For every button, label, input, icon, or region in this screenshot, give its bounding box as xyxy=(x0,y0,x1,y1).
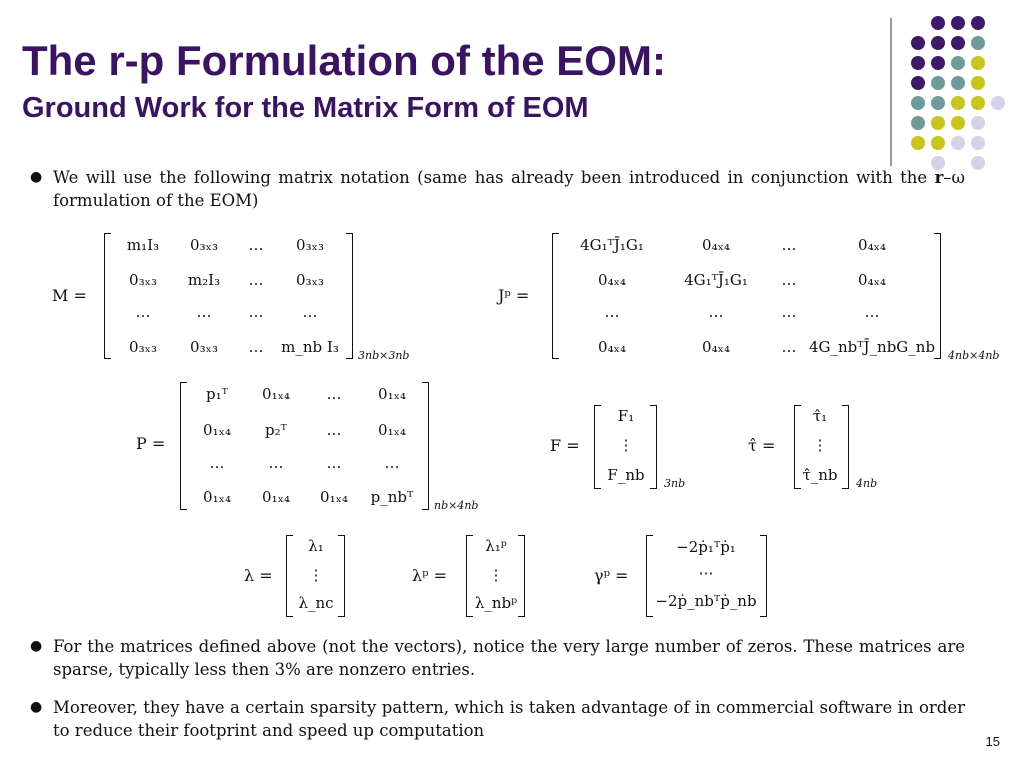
decorative-dot xyxy=(911,36,925,50)
right-bracket xyxy=(842,405,849,489)
bullet-item xyxy=(30,166,965,212)
matrix-cell: … xyxy=(326,454,342,472)
matrix-cell: 0₁ₓ₄ xyxy=(262,488,290,506)
vector-lhs: γᵖ = xyxy=(594,566,629,585)
matrix-cell: 4G₁ᵀJ̄₁G₁ xyxy=(684,271,748,289)
vector-cell: −2ṗ_nbᵀṗ_nb xyxy=(655,592,757,610)
matrix-cell: … xyxy=(209,454,225,472)
left-bracket xyxy=(594,405,601,489)
vector-lhs: λᵖ = xyxy=(412,566,448,585)
matrix-lhs: P = xyxy=(136,434,166,453)
matrix-cell: … xyxy=(781,236,797,254)
decorative-dot xyxy=(911,76,925,90)
matrix-cell: 0₁ₓ₄ xyxy=(320,488,348,506)
matrix-cell: … xyxy=(248,271,264,289)
vector-cell: λ_nbᵖ xyxy=(474,594,518,612)
decorative-dot xyxy=(951,116,965,130)
vector-size: 3nb xyxy=(664,477,686,490)
matrix-cell: p_nbᵀ xyxy=(370,488,414,506)
bullet-icon: ● xyxy=(30,699,43,715)
decorative-dot xyxy=(911,116,925,130)
matrix-cell: … xyxy=(196,303,212,321)
decorative-dot xyxy=(971,136,985,150)
matrix-cell: 0₃ₓ₃ xyxy=(129,338,157,356)
decorative-dot xyxy=(911,56,925,70)
decorative-dot xyxy=(931,136,945,150)
matrix-cell: … xyxy=(604,303,620,321)
matrix-cell: 0₁ₓ₄ xyxy=(203,421,231,439)
decorative-dot xyxy=(931,56,945,70)
bullet-text: –ω formulation of the EOM) xyxy=(53,168,965,210)
matrix-lhs: M = xyxy=(52,286,87,305)
left-bracket xyxy=(104,233,111,359)
right-bracket xyxy=(518,535,525,617)
vector-cell: τ̂₁ xyxy=(812,407,828,425)
vector-cell: ⋮ xyxy=(488,566,504,584)
decorative-dot xyxy=(931,76,945,90)
left-bracket xyxy=(552,233,559,359)
bullet-text: For the matrices defined above (not the vectors), notice the very large number of zeros. These matrices are sparse, typically less then 3% are nonzero entries. xyxy=(53,637,965,679)
vector-lhs: λ = xyxy=(244,566,273,585)
matrix-cell: 0₃ₓ₃ xyxy=(190,338,218,356)
bullet-icon: ● xyxy=(30,638,43,654)
slide-subtitle: Ground Work for the Matrix Form of EOM xyxy=(22,92,589,124)
decorative-dot xyxy=(931,16,945,30)
matrix-cell: m₁I₃ xyxy=(126,236,160,254)
bullet-item xyxy=(30,696,965,742)
matrix-cell: … xyxy=(326,421,342,439)
decorative-dot xyxy=(971,156,985,170)
matrix-cell: … xyxy=(384,454,400,472)
bullet-text: We will use the following matrix notation (same has already been introduced in conjunction with the xyxy=(53,168,935,187)
matrix-cell: … xyxy=(268,454,284,472)
vector-cell: ⋮ xyxy=(618,436,634,454)
decorative-dot xyxy=(951,136,965,150)
right-bracket xyxy=(760,535,767,617)
matrix-cell: m_nb I₃ xyxy=(281,338,339,356)
matrix-cell: p₂ᵀ xyxy=(265,421,287,439)
matrix-cell: 0₁ₓ₄ xyxy=(203,488,231,506)
matrix-cell: … xyxy=(302,303,318,321)
matrix-cell: 0₁ₓ₄ xyxy=(378,385,406,403)
decorative-dot xyxy=(951,76,965,90)
vector-lhs: τ̂ = xyxy=(748,436,776,455)
matrix-cell: 0₄ₓ₄ xyxy=(702,338,730,356)
matrix-cell: m₂I₃ xyxy=(187,271,221,289)
matrix-cell: … xyxy=(781,271,797,289)
matrix-cell: … xyxy=(781,338,797,356)
left-bracket xyxy=(794,405,801,489)
vector-cell: F_nb xyxy=(607,466,645,484)
matrix-cell: … xyxy=(864,303,880,321)
bullet-item xyxy=(30,635,965,681)
matrix-cell: … xyxy=(781,303,797,321)
matrix-cell: 0₁ₓ₄ xyxy=(378,421,406,439)
right-bracket xyxy=(346,233,353,359)
vector-size: 4nb xyxy=(856,477,878,490)
matrix-cell: 0₄ₓ₄ xyxy=(702,236,730,254)
matrix-size: 3nb×3nb xyxy=(358,349,410,362)
matrix-cell: 0₄ₓ₄ xyxy=(598,271,626,289)
vector-cell: λ₁ᵖ xyxy=(485,537,507,555)
decorative-dot xyxy=(951,36,965,50)
vector-cell: ⋮ xyxy=(308,566,324,584)
decorative-dot xyxy=(911,96,925,110)
matrix-cell: 0₃ₓ₃ xyxy=(190,236,218,254)
decorative-dot xyxy=(951,96,965,110)
decorative-dot xyxy=(971,76,985,90)
decorative-dot xyxy=(951,16,965,30)
decorative-dot xyxy=(971,16,985,30)
left-bracket xyxy=(180,382,187,510)
vector-cell: λ_nc xyxy=(298,594,334,612)
decorative-dot xyxy=(931,36,945,50)
vector-cell: −2ṗ₁ᵀṗ₁ xyxy=(676,538,736,556)
left-bracket xyxy=(646,535,653,617)
slide-title: The r-p Formulation of the EOM: xyxy=(22,37,666,84)
vector-cell: τ̂_nb xyxy=(802,466,838,484)
vector-cell: F₁ xyxy=(617,407,635,425)
matrix-cell: 4G₁ᵀJ̄₁G₁ xyxy=(580,236,644,254)
vector-cell: ⋮ xyxy=(812,436,828,454)
decorative-dot xyxy=(931,116,945,130)
decorative-dot xyxy=(971,36,985,50)
vector-lhs: F = xyxy=(550,436,580,455)
matrix-cell: … xyxy=(135,303,151,321)
matrix-size: nb×4nb xyxy=(434,499,479,512)
decorative-dot xyxy=(911,136,925,150)
vector-cell: λ₁ xyxy=(308,537,324,555)
matrix-cell: 0₃ₓ₃ xyxy=(296,236,324,254)
right-bracket xyxy=(338,535,345,617)
matrix-cell: … xyxy=(326,385,342,403)
matrix-cell: 0₃ₓ₃ xyxy=(129,271,157,289)
matrix-cell: … xyxy=(708,303,724,321)
matrix-cell: 0₄ₓ₄ xyxy=(858,271,886,289)
matrix-cell: … xyxy=(248,338,264,356)
matrix-cell: … xyxy=(248,236,264,254)
matrix-cell: … xyxy=(248,303,264,321)
bullet-icon: ● xyxy=(30,169,43,185)
bullet-bold-text: r xyxy=(934,168,944,187)
matrix-size: 4nb×4nb xyxy=(948,349,1000,362)
matrix-cell: 0₄ₓ₄ xyxy=(598,338,626,356)
matrix-cell: p₁ᵀ xyxy=(206,385,228,403)
right-bracket xyxy=(422,382,429,510)
decorative-dot xyxy=(971,96,985,110)
matrix-cell: 4G_nbᵀJ̄_nbG_nb xyxy=(808,338,936,356)
left-bracket xyxy=(466,535,473,617)
decorative-dot xyxy=(971,56,985,70)
matrix-lhs: Jᵖ = xyxy=(498,286,530,305)
decorative-dot xyxy=(991,96,1005,110)
decorative-dot xyxy=(951,56,965,70)
page-number: 15 xyxy=(985,734,1000,749)
bullet-text: Moreover, they have a certain sparsity pattern, which is taken advantage of in commercial software in order to reduce their footprint and speed up computation xyxy=(53,698,965,740)
matrix-cell: 0₄ₓ₄ xyxy=(858,236,886,254)
decorative-dot xyxy=(931,96,945,110)
vector-cell: ⋯ xyxy=(698,564,714,582)
right-bracket xyxy=(650,405,657,489)
decorative-dot xyxy=(971,116,985,130)
left-bracket xyxy=(286,535,293,617)
matrix-cell: 0₃ₓ₃ xyxy=(296,271,324,289)
matrix-cell: 0₁ₓ₄ xyxy=(262,385,290,403)
header-divider xyxy=(890,18,892,166)
